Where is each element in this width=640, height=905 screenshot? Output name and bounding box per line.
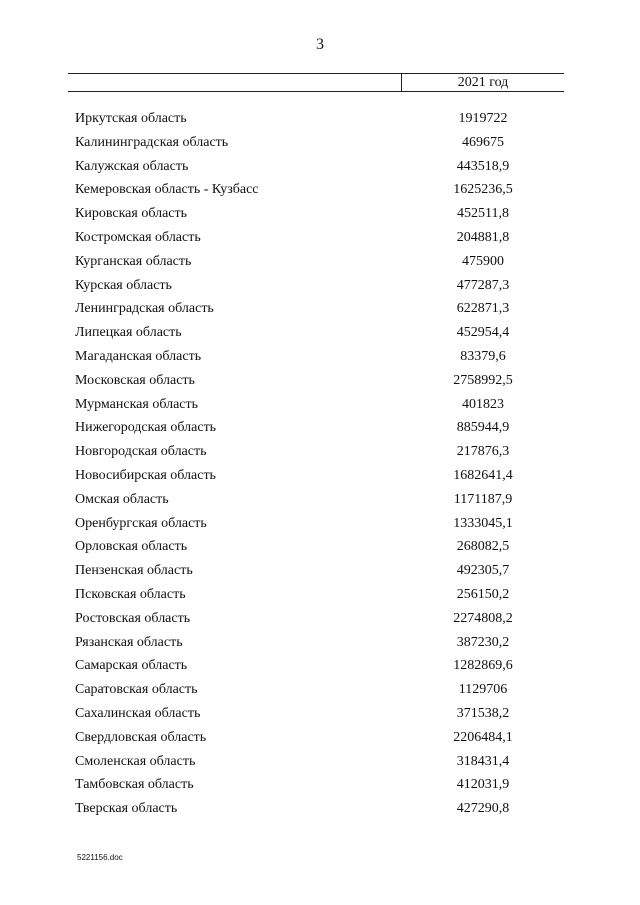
table-row: [0, 678, 640, 702]
region-value: 452954,4: [456, 325, 510, 341]
table-row: [0, 274, 640, 298]
region-value: 427290,8: [456, 801, 510, 817]
table-row: [0, 535, 640, 559]
region-value: 1282869,6: [453, 658, 513, 674]
table-row: [0, 202, 640, 226]
region-value: 452511,8: [457, 206, 509, 222]
region-value: 1171187,9: [453, 491, 513, 507]
region-value: 256150,2: [456, 586, 510, 602]
region-value: 268082,5: [456, 539, 510, 555]
region-value: 371538,2: [456, 705, 510, 721]
table-body: [0, 107, 640, 821]
region-value: 443518,9: [456, 158, 510, 174]
region-name: Тверская область: [75, 801, 178, 817]
page-number: 3: [316, 36, 324, 53]
region-name: Пензенская область: [75, 563, 193, 579]
region-name: Иркутская область: [75, 111, 187, 126]
region-name: Смоленская область: [75, 753, 196, 769]
region-name: Новгородская область: [75, 444, 207, 460]
table-header: [68, 73, 564, 92]
region-name: Оренбургская область: [75, 515, 207, 531]
region-name: Тамбовская область: [75, 777, 194, 793]
region-value: 885944,9: [456, 420, 510, 436]
table-row: [0, 583, 640, 607]
table-row: [0, 131, 640, 155]
region-name: Магаданская область: [75, 348, 202, 364]
table-row: [0, 654, 640, 678]
region-value: 475900: [462, 253, 504, 269]
table-row: [0, 464, 640, 488]
region-name: Кировская область: [75, 206, 188, 222]
region-value: 1682641,4: [453, 467, 513, 483]
table-row: [0, 321, 640, 345]
region-value: 477287,3: [456, 277, 510, 293]
table-row: [0, 393, 640, 417]
table-row: [0, 773, 640, 797]
table-row: [0, 488, 640, 512]
table-row: [0, 178, 640, 202]
region-value: 1129706: [458, 682, 508, 698]
region-name: Курская область: [75, 277, 172, 293]
region-name: Мурманская область: [75, 396, 199, 412]
region-name: Саратовская область: [75, 682, 198, 698]
region-name: Свердловская область: [75, 729, 207, 745]
table-row: [0, 226, 640, 250]
column-header-year: 2021 год: [457, 75, 509, 90]
region-value: 1625236,5: [453, 182, 513, 198]
table-row: [0, 750, 640, 774]
region-name: Самарская область: [75, 658, 188, 674]
region-value: 204881,8: [456, 229, 510, 245]
region-name: Орловская область: [75, 539, 188, 555]
region-name: Московская область: [75, 372, 195, 388]
region-name: Сахалинская область: [75, 705, 201, 721]
region-name: Новосибирская область: [75, 467, 216, 483]
region-name: Рязанская область: [75, 634, 183, 650]
region-name: Курганская область: [75, 253, 192, 269]
table-row: [0, 607, 640, 631]
document-id: 5221156.doc: [77, 853, 123, 862]
region-value: 2274808,2: [453, 610, 513, 626]
table-row: [0, 702, 640, 726]
region-value: 412031,9: [456, 777, 510, 793]
table-row: [0, 416, 640, 440]
region-name: Кемеровская область - Кузбасс: [75, 182, 259, 198]
region-value: 492305,7: [456, 563, 510, 579]
table-row: [0, 297, 640, 321]
region-value: 2206484,1: [453, 729, 513, 745]
table-row: [0, 155, 640, 179]
region-name: Нижегородская область: [75, 420, 217, 436]
region-value: 1333045,1: [453, 515, 513, 531]
region-name: Ленинградская область: [75, 301, 214, 317]
region-value: 1919722: [458, 111, 508, 126]
table-row: [0, 345, 640, 369]
region-value: 83379,6: [460, 348, 506, 364]
region-value: 387230,2: [456, 634, 510, 650]
region-name: Псковская область: [75, 586, 186, 602]
region-name: Ростовская область: [75, 610, 191, 626]
region-value: 622871,3: [456, 301, 510, 317]
table-row: [0, 250, 640, 274]
table-row: [0, 440, 640, 464]
region-value: 217876,3: [456, 444, 510, 460]
region-name: Костромская область: [75, 229, 201, 245]
table-row: [0, 369, 640, 393]
table-row: [0, 797, 640, 821]
region-value: 2758992,5: [453, 372, 513, 388]
table-row: [0, 559, 640, 583]
region-name: Омская область: [75, 491, 169, 507]
table-row: [0, 107, 640, 131]
region-value: 318431,4: [456, 753, 510, 769]
region-name: Липецкая область: [75, 325, 182, 341]
table-row: [0, 726, 640, 750]
region-value: 401823: [462, 396, 504, 412]
table-row: [0, 512, 640, 536]
region-name: Калининградская область: [75, 134, 229, 150]
region-name: Калужская область: [75, 158, 189, 174]
table-row: [0, 631, 640, 655]
region-value: 469675: [462, 134, 504, 150]
